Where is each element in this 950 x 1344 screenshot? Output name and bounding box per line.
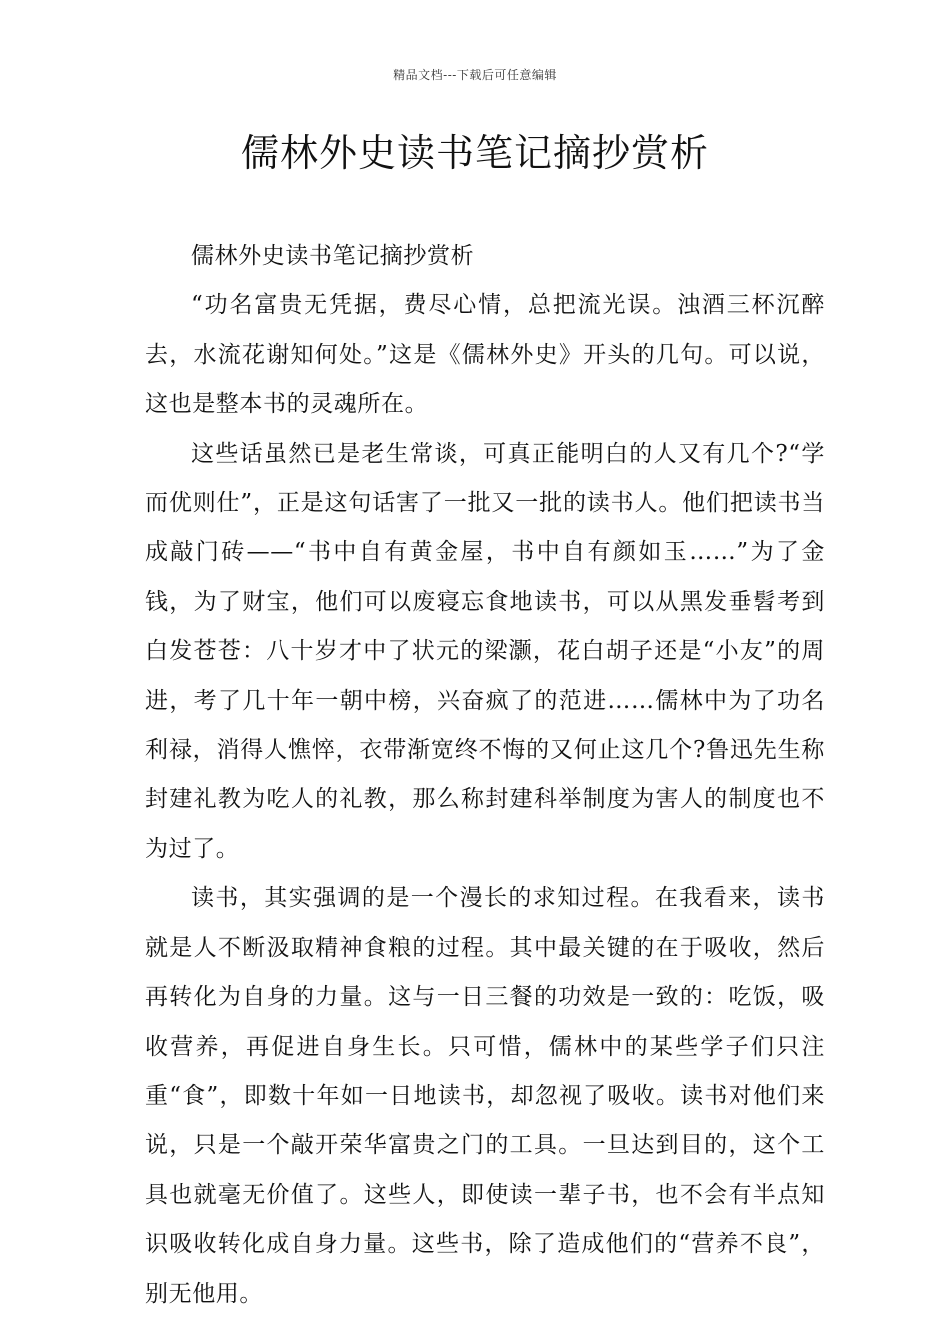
header-note: 精品文档---下载后可任意编辑	[393, 68, 557, 82]
body-paragraph: “功名富贵无凭据，费尽心情，总把流光误。浊酒三杯沉醉去，水流花谢知何处。”这是《儒林外史》开头的几句。可以说，这也是整本书的灵魂所在。	[145, 292, 825, 418]
body-paragraph: 这些话虽然已是老生常谈，可真正能明白的人又有几个?“学而优则仕”，正是这句话害了一批又一批的读书人。他们把读书当成敲门砖——“书中自有黄金屋，书中自有颜如玉……”为了金钱，为了财宝，他们可以废寝忘食地读书，可以从黑发垂髫考到白发苍苍：八十岁才中了状元的梁灏，花白胡子还是“小友”的周进，考了几十年一朝中榜，兴奋疯了的范进……儒林中为了功名利禄，消得人憔悴，衣带渐宽终不悔的又何止这几个?鲁迅先生称封建礼教为吃人的礼教，那么称封建科举制度为害人的制度也不为过了。	[145, 440, 825, 862]
document-body	[145, 232, 825, 1319]
document-title: 儒林外史读书笔记摘抄赏析	[240, 131, 709, 175]
subtitle-paragraph: 儒林外史读书笔记摘抄赏析	[191, 243, 475, 269]
body-paragraph: 读书，其实强调的是一个漫长的求知过程。在我看来，读书就是人不断汲取精神食粮的过程。其中最关键的在于吸收，然后再转化为自身的力量。这与一日三餐的功效是一致的：吃饭，吸收营养，再促进自身生长。只可惜，儒林中的某些学子们只注重“食”，即数十年如一日地读书，却忽视了吸收。读书对他们来说，只是一个敲开荣华富贵之门的工具。一旦达到目的，这个工具也就毫无价值了。这些人，即使读一辈子书，也不会有半点知识吸收转化成自身力量。这些书，除了造成他们的“营养不良”，别无他用。	[145, 885, 825, 1307]
